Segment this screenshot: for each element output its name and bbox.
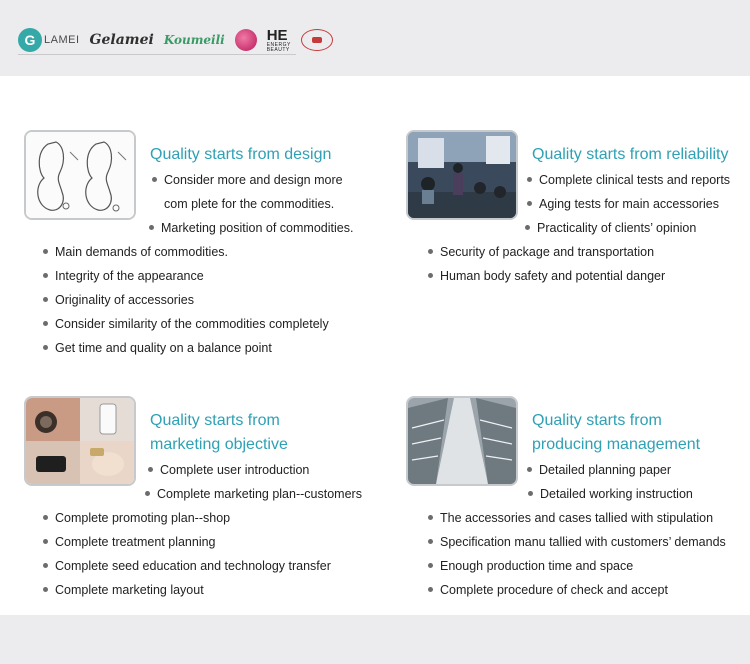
marketing-item: Complete marketing plan--customers [157, 487, 362, 501]
header-divider [18, 54, 296, 55]
marketing-treatment-image [24, 396, 136, 486]
glamei-logo-mark: G [18, 28, 42, 52]
gelamei-logo: Gelamei [89, 32, 154, 48]
design-item: Marketing position of commodities. [161, 221, 354, 235]
reliability-item: Human body safety and potential danger [440, 269, 666, 283]
design-heading: Quality starts from design [150, 146, 332, 163]
reliability-heading: Quality starts from reliability [532, 146, 729, 163]
producing-item: Enough production time and space [440, 559, 634, 573]
reliability-meeting-image [406, 130, 518, 220]
producing-factory-image [406, 396, 518, 486]
marketing-item: Complete promoting plan--shop [55, 511, 231, 525]
producing-heading-line1: Quality starts from [532, 412, 662, 429]
design-item: Consider similarity of the commodities completely [55, 317, 329, 331]
footer-band [0, 615, 750, 664]
design-item: Originality of accessories [55, 293, 194, 307]
koumeili-logo: Koumeili [163, 33, 225, 47]
seal-logo-icon [301, 29, 333, 51]
producing-item: Complete procedure of check and accept [440, 583, 668, 597]
producing-item: Detailed planning paper [539, 463, 672, 477]
design-item: Consider more and design more [164, 173, 343, 187]
design-item: Get time and quality on a balance point [55, 341, 272, 355]
he-energy-logo [267, 28, 291, 53]
he-logo-text: HE [266, 26, 288, 44]
flower-logo-icon [235, 29, 257, 51]
producing-heading-line2: producing management [532, 436, 701, 453]
brand-logos [18, 26, 333, 54]
marketing-heading-line2: marketing objective [150, 436, 288, 453]
design-item: Integrity of the appearance [55, 269, 204, 283]
reliability-item: Complete clinical tests and reports [539, 173, 731, 187]
glamei-logo [18, 28, 80, 52]
marketing-item: Complete treatment planning [55, 535, 216, 549]
marketing-item: Complete seed education and technology transfer [55, 559, 331, 573]
marketing-heading-line1: Quality starts from [150, 412, 280, 429]
reliability-item: Security of package and transportation [440, 245, 655, 259]
marketing-item: Complete user introduction [160, 463, 310, 477]
energy-logo-text: ENERGY [266, 41, 291, 48]
design-item-continued: com plete for the commodities. [164, 197, 335, 211]
producing-item: Specification manu tallied with customers’ demands [440, 535, 726, 549]
design-sketch-image [24, 130, 136, 220]
beauty-logo-text: BEAUTY [266, 46, 290, 53]
reliability-item: Aging tests for main accessories [539, 197, 719, 211]
design-item: Main demands of commodities. [55, 245, 228, 259]
producing-item: Detailed working instruction [540, 487, 693, 501]
reliability-item: Practicality of clients’ opinion [537, 221, 697, 235]
marketing-item: Complete marketing layout [55, 583, 204, 597]
producing-item: The accessories and cases tallied with stipulation [440, 511, 714, 525]
glamei-logo-text: LAMEI [44, 34, 80, 46]
